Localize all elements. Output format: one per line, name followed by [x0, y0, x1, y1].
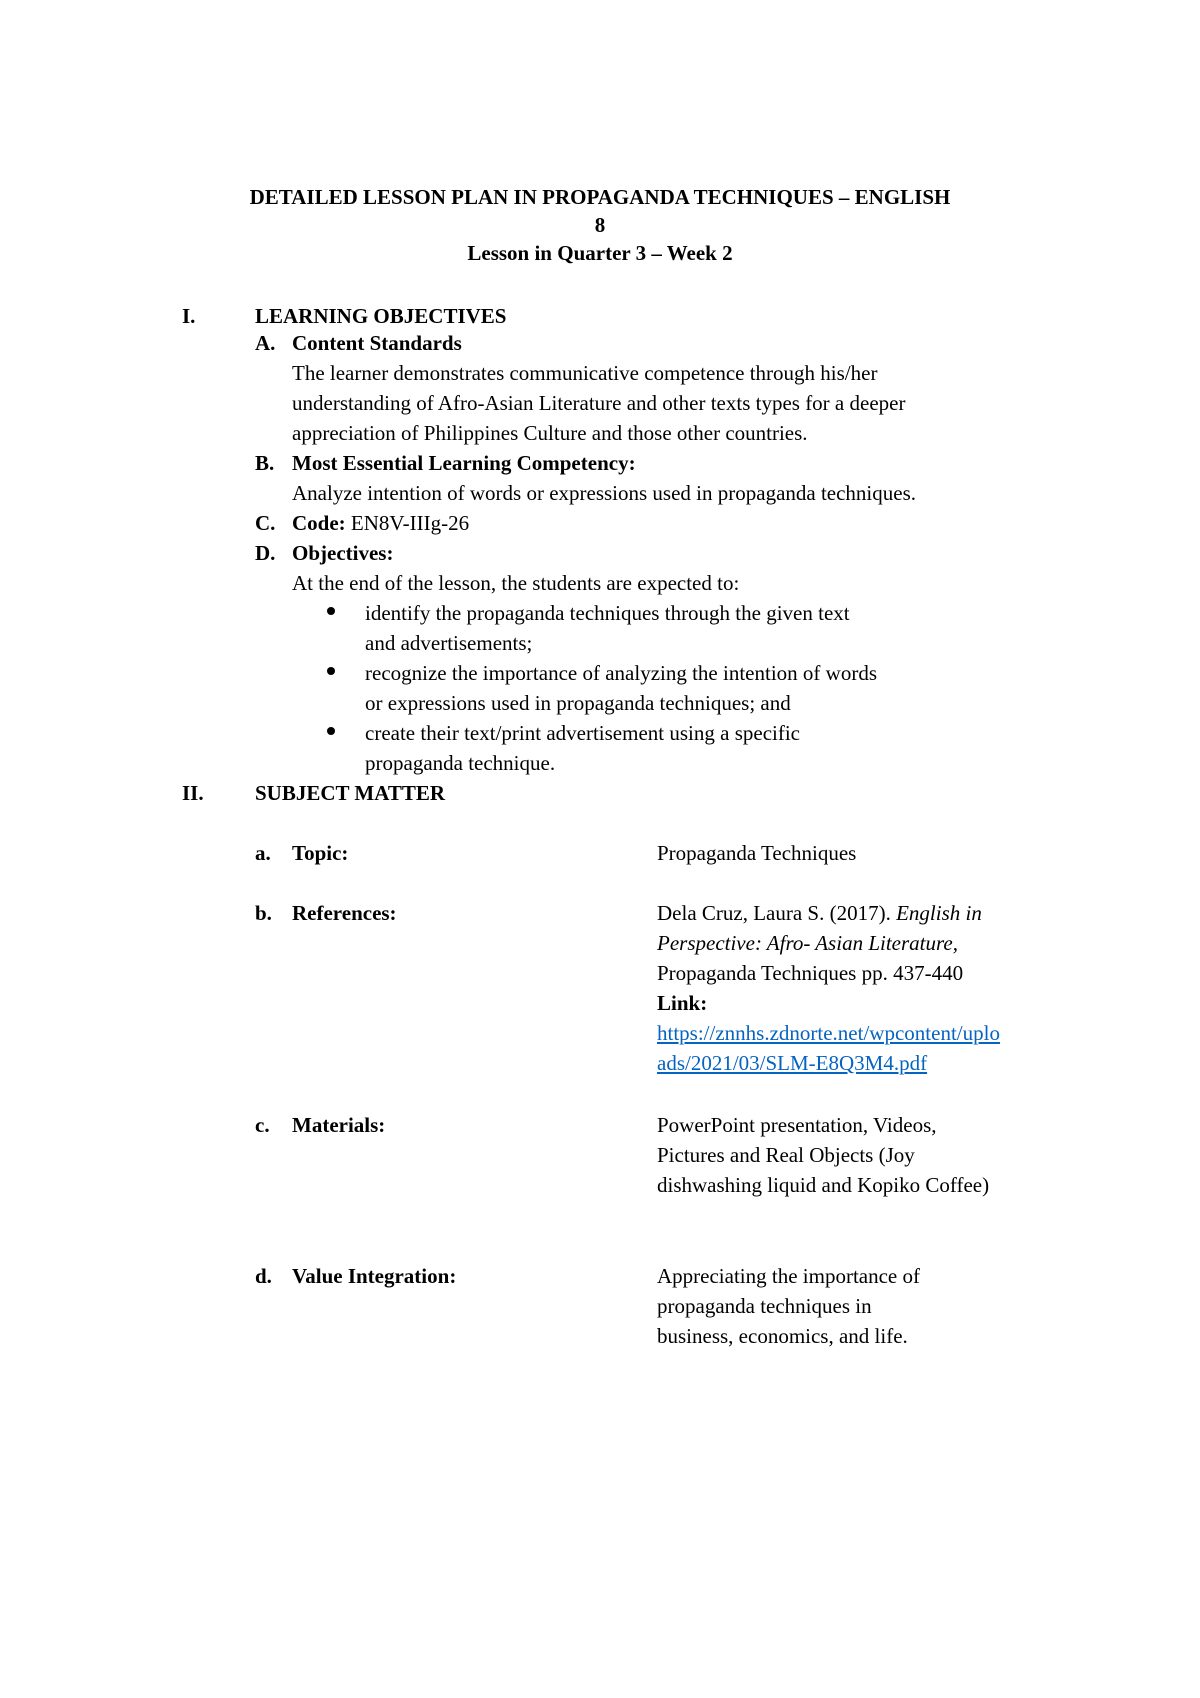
competency-text: Analyze intention of words or expressions used in propaganda techniques. [292, 481, 917, 505]
code-letter: C. [255, 511, 276, 535]
values-label: Value Integration: [292, 1264, 457, 1288]
section-2-title: SUBJECT MATTER [255, 781, 446, 805]
objectives-letter: D. [255, 541, 276, 565]
code-value: EN8V-IIIg-26 [345, 511, 470, 535]
code-heading: Code: [292, 511, 346, 535]
reference-link-line-1-wrap [657, 1019, 1057, 1048]
document-title [190, 183, 1010, 267]
materials-line-3: dishwashing liquid and Kopiko Coffee) [657, 1173, 990, 1197]
values-line-1: Appreciating the importance of [657, 1264, 920, 1288]
bullet-icon [327, 607, 335, 615]
materials-letter: c. [255, 1113, 270, 1137]
objective-3-line-1: create their text/print advertisement using a specific [365, 721, 800, 745]
competency-letter: B. [255, 451, 275, 475]
reference-book-title-1: English in [896, 901, 982, 925]
reference-author-line [657, 899, 1057, 928]
reference-link-line-2-wrap [657, 1049, 1057, 1078]
title-line-2: 8 [594, 213, 606, 237]
materials-line-2: Pictures and Real Objects (Joy [657, 1143, 915, 1167]
competency-heading: Most Essential Learning Competency: [292, 451, 636, 475]
objective-1-line-2: and advertisements; [365, 631, 533, 655]
materials-line-1: PowerPoint presentation, Videos, [657, 1113, 937, 1137]
references-label: References: [292, 901, 397, 925]
title-line-1: DETAILED LESSON PLAN IN PROPAGANDA TECHNIQUES – ENGLISH [249, 185, 951, 209]
objective-2-line-1: recognize the importance of analyzing the intention of words [365, 661, 877, 685]
content-standards-line-3: appreciation of Philippines Culture and those other countries. [292, 421, 808, 445]
reference-book-title-2: Perspective: Afro- Asian Literature, [657, 931, 958, 955]
reference-link-2[interactable]: ads/2021/03/SLM-E8Q3M4.pdf [657, 1051, 928, 1075]
reference-link-label: Link: [657, 991, 708, 1015]
section-2-numeral: II. [182, 781, 204, 805]
values-letter: d. [255, 1264, 272, 1288]
lesson-subtitle: Lesson in Quarter 3 – Week 2 [467, 241, 733, 265]
values-line-2: propaganda techniques in [657, 1294, 872, 1318]
objective-3-line-2: propaganda technique. [365, 751, 556, 775]
code-row [292, 509, 1052, 538]
section-1-title: LEARNING OBJECTIVES [255, 304, 507, 328]
content-standards-line-1: The learner demonstrates communicative competence through his/her [292, 361, 878, 385]
reference-link-1[interactable]: https://znnhs.zdnorte.net/wpcontent/uplo [657, 1021, 1000, 1045]
reference-pages: Propaganda Techniques pp. 437-440 [657, 961, 964, 985]
references-letter: b. [255, 901, 272, 925]
topic-value: Propaganda Techniques [657, 841, 857, 865]
objectives-intro: At the end of the lesson, the students are expected to: [292, 571, 740, 595]
bullet-icon [327, 667, 335, 675]
content-standards-line-2: understanding of Afro-Asian Literature and other texts types for a deeper [292, 391, 906, 415]
content-standards-heading: Content Standards [292, 331, 462, 355]
objective-1-line-1: identify the propaganda techniques through the given text [365, 601, 850, 625]
section-1-numeral: I. [182, 304, 196, 328]
topic-label: Topic: [292, 841, 349, 865]
bullet-icon [327, 727, 335, 735]
values-line-3: business, economics, and life. [657, 1324, 908, 1348]
materials-label: Materials: [292, 1113, 386, 1137]
objective-2-line-2: or expressions used in propaganda techniques; and [365, 691, 791, 715]
reference-author: Dela Cruz, Laura S. (2017). [657, 901, 897, 925]
content-standards-letter: A. [255, 331, 276, 355]
objectives-heading: Objectives: [292, 541, 394, 565]
topic-letter: a. [255, 841, 271, 865]
